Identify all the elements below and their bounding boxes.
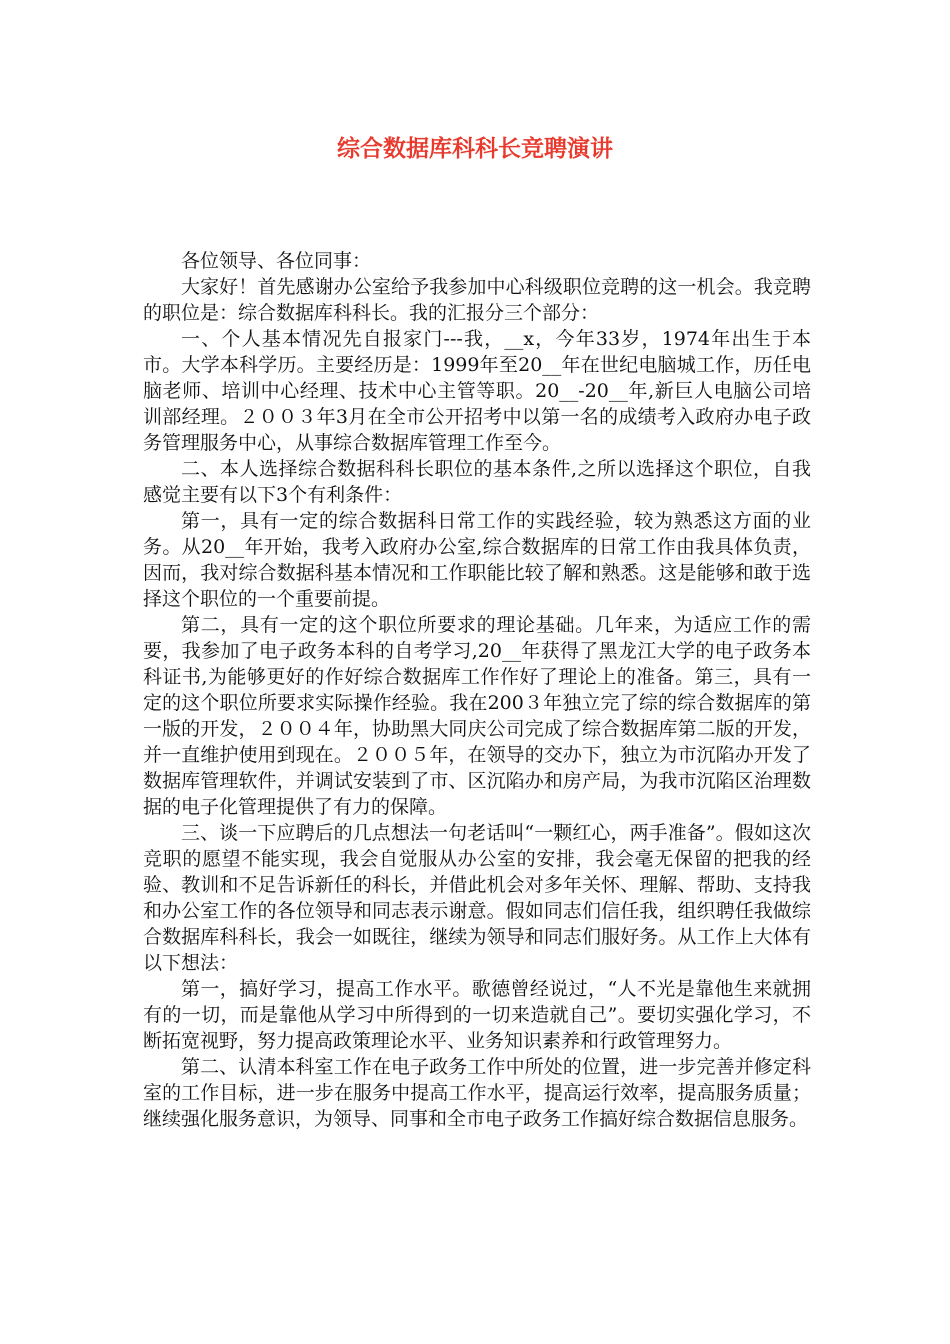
paragraph-salutation: 各位领导、各位同事：	[181, 250, 372, 272]
paragraph-plan-one: 第一，搞好学习，提高工作水平。歌德曾经说过，“人不光是靠他生来就拥有的一切，而是靠他从学习中所得到的一切来造就自己”。要切实强化学习，不断拓宽视野，努力提高政策理论水平、业务知识素养和行政管理努力。	[143, 978, 811, 1052]
paragraph-greeting: 大家好！首先感谢办公室给予我参加中心科级职位竞聘的这一机会。我竞聘的职位是：综合数据库科科长。我的汇报分三个部分：	[143, 276, 811, 324]
document-title: 综合数据库科科长竞聘演讲	[337, 136, 613, 162]
paragraph-thoughts: 三、谈一下应聘后的几点想法一句老话叫“一颗红心，两手准备”。假如这次竞职的愿望不能实现，我会自觉服从办公室的安排，我会毫无保留的把我的经验、教训和不足告诉新任的科长，并借此机会对多年关怀、理解、帮助、支持我和办公室工作的各位领导和同志表示谢意。假如同志们信任我，组织聘任我做综合数据库科科长，我会一如既往，继续为领导和同志们服好务。从工作上大体有以下想法：	[143, 822, 811, 974]
paragraph-conditions-intro: 二、本人选择综合数据科科长职位的基本条件,之所以选择这个职位，自我感觉主要有以下3个有利条件：	[143, 458, 811, 506]
document-body	[143, 248, 811, 1132]
paragraph-condition-two-three: 第二，具有一定的这个职位所要求的理论基础。几年来，为适应工作的需要，我参加了电子政务本科的自考学习,20__年获得了黑龙江大学的电子政务本科证书,为能够更好的作好综合数据库工作作好了理论上的准备。第三，具有一定的这个职位所要求实际操作经验。我在200３年独立完了综的综合数据库的第一版的开发，２００４年，协助黑大同庆公司完成了综合数据库第二版的开发，并一直维护使用到现在。２００５年，在领导的交办下，独立为市沉陷办开发了数据库管理软件，并调试安装到了市、区沉陷办和房产局，为我市沉陷区治理数据的电子化管理提供了有力的保障。	[143, 614, 811, 818]
paragraph-plan-two: 第二、认清本科室工作在电子政务工作中所处的位置，进一步完善并修定科室的工作目标，进一步在服务中提高工作水平，提高运行效率，提高服务质量；继续强化服务意识，为领导、同事和全市电子政务工作搞好综合数据信息服务。	[143, 1056, 811, 1130]
paragraph-personal-info: 一、个人基本情况先自报家门---我，__x，今年33岁，1974年出生于本市。大学本科学历。主要经历是：1999年至20__年在世纪电脑城工作，历任电脑老师、培训中心经理、技术中心主管等职。20__-20__年,新巨人电脑公司培训部经理。２００３年3月在全市公开招考中以第一名的成绩考入政府办电子政务管理服务中心，从事综合数据库管理工作至今。	[143, 328, 811, 454]
paragraph-condition-one: 第一，具有一定的综合数据科日常工作的实践经验，较为熟悉这方面的业务。从20__年开始，我考入政府办公室,综合数据库的日常工作由我具体负责，因而，我对综合数据科基本情况和工作职能比较了解和熟悉。这是能够和敢于选择这个职位的一个重要前提。	[143, 510, 811, 610]
